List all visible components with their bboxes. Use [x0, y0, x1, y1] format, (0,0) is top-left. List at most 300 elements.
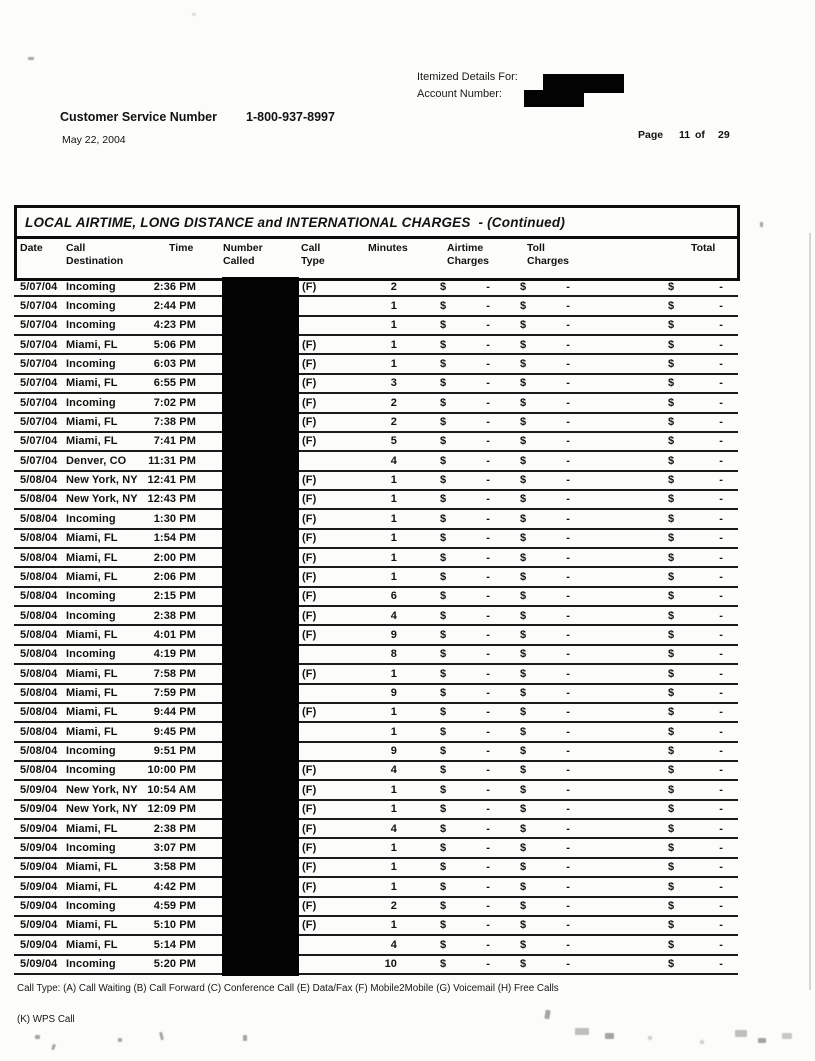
cell-call-type: (F) [302, 706, 317, 719]
cell-time: 2:36 PM [153, 280, 196, 293]
column-header-line: Toll [527, 242, 545, 254]
cell-toll-currency: $ [520, 648, 527, 661]
cell-airtime-amount: - [486, 783, 490, 796]
cell-minutes: 10 [384, 958, 397, 971]
column-header-line: Call [301, 242, 321, 254]
column-header-line: Called [223, 255, 255, 267]
cell-airtime-currency: $ [440, 357, 447, 370]
table-row [14, 414, 738, 433]
cell-total-currency: $ [668, 319, 675, 332]
cell-date: 5/09/04 [20, 938, 58, 951]
cell-date: 5/08/04 [20, 551, 58, 564]
cell-toll-currency: $ [520, 880, 527, 893]
cell-toll-currency: $ [520, 454, 527, 467]
cell-airtime-currency: $ [440, 570, 447, 583]
cell-date: 5/08/04 [20, 570, 58, 583]
cell-airtime-currency: $ [440, 377, 447, 390]
cell-airtime-currency: $ [440, 396, 447, 409]
cell-total-amount: - [719, 474, 723, 487]
cell-toll-amount: - [566, 783, 570, 796]
cell-toll-amount: - [566, 493, 570, 506]
cell-total-amount: - [719, 551, 723, 564]
column-header-line: Number [223, 242, 263, 254]
cell-toll-currency: $ [520, 512, 527, 525]
column-header-destination [66, 242, 123, 268]
cell-total-amount: - [719, 512, 723, 525]
cell-call-type: (F) [302, 880, 317, 893]
cell-time: 7:02 PM [153, 396, 196, 409]
cell-call-type: (F) [302, 919, 317, 932]
cell-toll-currency: $ [520, 958, 527, 971]
cell-toll-currency: $ [520, 609, 527, 622]
cell-toll-currency: $ [520, 493, 527, 506]
cell-airtime-amount: - [486, 474, 490, 487]
cell-minutes: 1 [390, 725, 397, 738]
cell-call-type: (F) [302, 628, 317, 641]
cell-toll-amount: - [566, 648, 570, 661]
cell-airtime-amount: - [486, 357, 490, 370]
cell-total-currency: $ [668, 687, 675, 700]
customer-service-number: 1-800-937-8997 [246, 110, 335, 124]
cell-toll-currency: $ [520, 764, 527, 777]
cell-airtime-currency: $ [440, 338, 447, 351]
cell-toll-amount: - [566, 861, 570, 874]
cell-minutes: 2 [390, 900, 397, 912]
cell-total-amount: - [719, 377, 723, 390]
cell-airtime-currency: $ [440, 435, 447, 448]
cell-toll-amount: - [566, 357, 570, 370]
cell-date: 5/07/04 [20, 280, 58, 293]
cell-call-type: (F) [302, 493, 317, 506]
cell-airtime-currency: $ [440, 416, 447, 429]
table-row [14, 510, 738, 529]
cell-date: 5/08/04 [20, 512, 58, 525]
page-number: 11 [679, 129, 691, 141]
cell-toll-amount: - [566, 900, 570, 912]
cell-call-type: (F) [302, 900, 317, 912]
cell-call-type: (F) [302, 783, 317, 796]
table-row [14, 297, 738, 316]
cell-airtime-currency: $ [440, 725, 447, 738]
cell-minutes: 3 [390, 377, 397, 390]
cell-airtime-currency: $ [440, 803, 447, 816]
cell-airtime-currency: $ [440, 841, 447, 854]
column-header-total [691, 242, 715, 255]
table-row [14, 607, 738, 626]
table-row [14, 936, 738, 955]
cell-destination: Miami, FL [66, 377, 118, 390]
cell-time: 2:06 PM [153, 570, 196, 583]
cell-toll-amount: - [566, 454, 570, 467]
cell-toll-currency: $ [520, 377, 527, 390]
cell-minutes: 1 [390, 551, 397, 564]
cell-destination: Miami, FL [66, 628, 118, 641]
table-row [14, 375, 738, 394]
cell-airtime-amount: - [486, 745, 490, 758]
cell-toll-currency: $ [520, 745, 527, 758]
column-header-date [20, 242, 43, 255]
cell-destination: Miami, FL [66, 706, 118, 719]
cell-total-amount: - [719, 609, 723, 622]
cell-date: 5/08/04 [20, 648, 58, 661]
cell-toll-amount: - [566, 706, 570, 719]
cell-minutes: 4 [390, 609, 397, 622]
cell-total-currency: $ [668, 338, 675, 351]
table-row [14, 878, 738, 897]
cell-airtime-currency: $ [440, 609, 447, 622]
cell-time: 7:41 PM [153, 435, 196, 448]
cell-call-type: (F) [302, 667, 317, 680]
table-row [14, 704, 738, 723]
cell-time: 2:38 PM [153, 609, 196, 622]
cell-toll-amount: - [566, 551, 570, 564]
cell-toll-amount: - [566, 396, 570, 409]
cell-airtime-amount: - [486, 512, 490, 525]
cell-date: 5/08/04 [20, 628, 58, 641]
cell-toll-currency: $ [520, 319, 527, 332]
cell-destination: Incoming [66, 396, 116, 409]
cell-toll-amount: - [566, 280, 570, 293]
table-row [14, 472, 738, 491]
cell-toll-currency: $ [520, 938, 527, 951]
cell-date: 5/09/04 [20, 783, 58, 796]
table-row [14, 839, 738, 858]
cell-call-type: (F) [302, 338, 317, 351]
cell-total-amount: - [719, 803, 723, 816]
cell-destination: Incoming [66, 648, 116, 661]
cell-minutes: 5 [390, 435, 397, 448]
table-row [14, 549, 738, 568]
cell-call-type: (F) [302, 841, 317, 854]
cell-toll-amount: - [566, 628, 570, 641]
cell-total-amount: - [719, 628, 723, 641]
cell-destination: Incoming [66, 299, 116, 312]
cell-total-currency: $ [668, 706, 675, 719]
cell-toll-amount: - [566, 474, 570, 487]
cell-time: 4:19 PM [153, 648, 196, 661]
cell-airtime-amount: - [486, 822, 490, 835]
cell-total-amount: - [719, 725, 723, 738]
cell-call-type: (F) [302, 803, 317, 816]
table-row [14, 723, 738, 742]
cell-time: 5:06 PM [153, 338, 196, 351]
cell-date: 5/08/04 [20, 706, 58, 719]
cell-date: 5/09/04 [20, 803, 58, 816]
cell-toll-currency: $ [520, 725, 527, 738]
cell-time: 9:51 PM [153, 745, 196, 758]
cell-minutes: 2 [390, 396, 397, 409]
cell-date: 5/08/04 [20, 493, 58, 506]
cell-minutes: 1 [390, 357, 397, 370]
cell-total-currency: $ [668, 900, 675, 912]
scan-noise-speck [28, 57, 34, 60]
column-header-toll-charges [527, 242, 569, 268]
cell-toll-currency: $ [520, 532, 527, 545]
cell-airtime-amount: - [486, 938, 490, 951]
cell-destination: Miami, FL [66, 822, 118, 835]
cell-airtime-currency: $ [440, 532, 447, 545]
cell-time: 12:41 PM [147, 474, 196, 487]
table-title: LOCAL AIRTIME, LONG DISTANCE and INTERNATIONAL CHARGES - (Continued) [17, 208, 737, 239]
cell-call-type: (F) [302, 551, 317, 564]
cell-minutes: 6 [390, 590, 397, 603]
cell-toll-amount: - [566, 512, 570, 525]
cell-call-type: (F) [302, 396, 317, 409]
scan-noise-speck [544, 1010, 550, 1020]
cell-total-currency: $ [668, 454, 675, 467]
cell-minutes: 1 [390, 299, 397, 312]
table-row [14, 626, 738, 645]
cell-date: 5/09/04 [20, 822, 58, 835]
cell-total-amount: - [719, 590, 723, 603]
cell-date: 5/09/04 [20, 919, 58, 932]
cell-minutes: 1 [390, 474, 397, 487]
cell-total-amount: - [719, 532, 723, 545]
wps-call-note: (K) WPS Call [17, 1014, 75, 1025]
cell-time: 2:38 PM [153, 822, 196, 835]
cell-total-amount: - [719, 454, 723, 467]
cell-destination: New York, NY [66, 474, 138, 487]
cell-toll-amount: - [566, 803, 570, 816]
cell-total-currency: $ [668, 435, 675, 448]
cell-airtime-amount: - [486, 435, 490, 448]
table-row [14, 801, 738, 820]
table-row [14, 898, 738, 917]
table-row [14, 355, 738, 374]
cell-destination: Incoming [66, 900, 116, 912]
cell-toll-currency: $ [520, 900, 527, 912]
cell-destination: Incoming [66, 841, 116, 854]
cell-airtime-currency: $ [440, 783, 447, 796]
cell-destination: Incoming [66, 745, 116, 758]
cell-airtime-amount: - [486, 841, 490, 854]
cell-airtime-amount: - [486, 900, 490, 912]
cell-destination: Incoming [66, 958, 116, 971]
cell-airtime-amount: - [486, 609, 490, 622]
cell-total-amount: - [719, 416, 723, 429]
column-header-line: Date [20, 242, 43, 254]
cell-destination: New York, NY [66, 803, 138, 816]
table-row [14, 568, 738, 587]
cell-total-amount: - [719, 745, 723, 758]
cell-airtime-currency: $ [440, 938, 447, 951]
cell-airtime-currency: $ [440, 900, 447, 912]
cell-airtime-currency: $ [440, 493, 447, 506]
cell-minutes: 8 [390, 648, 397, 661]
cell-minutes: 1 [390, 919, 397, 932]
table-row [14, 820, 738, 839]
cell-time: 4:42 PM [153, 880, 196, 893]
cell-airtime-currency: $ [440, 648, 447, 661]
page-of-label: of [695, 129, 705, 141]
column-header-time [169, 242, 193, 255]
cell-airtime-amount: - [486, 725, 490, 738]
cell-toll-amount: - [566, 822, 570, 835]
cell-time: 2:00 PM [153, 551, 196, 564]
cell-time: 4:01 PM [153, 628, 196, 641]
cell-toll-currency: $ [520, 435, 527, 448]
cell-destination: Miami, FL [66, 532, 118, 545]
cell-airtime-currency: $ [440, 590, 447, 603]
cell-date: 5/08/04 [20, 474, 58, 487]
table-row [14, 665, 738, 684]
cell-minutes: 1 [390, 570, 397, 583]
cell-time: 5:14 PM [153, 938, 196, 951]
cell-airtime-currency: $ [440, 667, 447, 680]
cell-destination: New York, NY [66, 783, 138, 796]
cell-destination: Incoming [66, 280, 116, 293]
cell-date: 5/09/04 [20, 958, 58, 971]
cell-total-amount: - [719, 900, 723, 912]
cell-date: 5/08/04 [20, 667, 58, 680]
cell-time: 2:15 PM [153, 590, 196, 603]
cell-destination: Miami, FL [66, 667, 118, 680]
cell-call-type: (F) [302, 570, 317, 583]
cell-toll-amount: - [566, 319, 570, 332]
column-header-line: Type [301, 255, 325, 267]
cell-total-amount: - [719, 822, 723, 835]
cell-minutes: 4 [390, 938, 397, 951]
cell-airtime-amount: - [486, 280, 490, 293]
cell-toll-currency: $ [520, 803, 527, 816]
table-row [14, 956, 738, 975]
cell-date: 5/07/04 [20, 338, 58, 351]
cell-total-amount: - [719, 280, 723, 293]
cell-total-amount: - [719, 396, 723, 409]
cell-toll-currency: $ [520, 338, 527, 351]
cell-total-amount: - [719, 648, 723, 661]
table-row [14, 530, 738, 549]
cell-toll-currency: $ [520, 299, 527, 312]
scan-noise-speck [51, 1044, 56, 1051]
cell-time: 5:10 PM [153, 919, 196, 932]
cell-total-amount: - [719, 706, 723, 719]
table-row [14, 762, 738, 781]
cell-toll-currency: $ [520, 551, 527, 564]
cell-total-currency: $ [668, 609, 675, 622]
cell-total-currency: $ [668, 493, 675, 506]
cell-total-currency: $ [668, 299, 675, 312]
cell-airtime-currency: $ [440, 628, 447, 641]
cell-toll-currency: $ [520, 667, 527, 680]
cell-total-amount: - [719, 958, 723, 971]
cell-total-amount: - [719, 861, 723, 874]
page-label: Page [638, 129, 664, 141]
cell-destination: Miami, FL [66, 551, 118, 564]
cell-airtime-amount: - [486, 628, 490, 641]
cell-airtime-currency: $ [440, 706, 447, 719]
cell-call-type: (F) [302, 435, 317, 448]
cell-toll-amount: - [566, 590, 570, 603]
cell-time: 2:44 PM [153, 299, 196, 312]
cell-toll-amount: - [566, 416, 570, 429]
column-headers [17, 239, 737, 278]
cell-time: 11:31 PM [148, 454, 196, 467]
cell-total-amount: - [719, 938, 723, 951]
cell-destination: Incoming [66, 590, 116, 603]
cell-total-currency: $ [668, 803, 675, 816]
scan-noise-speck [35, 1035, 40, 1039]
cell-destination: Incoming [66, 512, 116, 525]
cell-call-type: (F) [302, 861, 317, 874]
cell-total-currency: $ [668, 396, 675, 409]
redacted-number-called-column [222, 277, 299, 976]
column-header-line: Minutes [368, 242, 408, 254]
scan-noise-speck [605, 1033, 614, 1039]
cell-airtime-amount: - [486, 958, 490, 971]
cell-date: 5/08/04 [20, 609, 58, 622]
cell-total-amount: - [719, 435, 723, 448]
cell-date: 5/07/04 [20, 299, 58, 312]
table-row [14, 336, 738, 355]
cell-airtime-amount: - [486, 880, 490, 893]
cell-airtime-amount: - [486, 706, 490, 719]
cell-airtime-currency: $ [440, 958, 447, 971]
cell-toll-currency: $ [520, 590, 527, 603]
cell-time: 7:38 PM [153, 416, 196, 429]
cell-destination: Incoming [66, 319, 116, 332]
cell-airtime-amount: - [486, 648, 490, 661]
cell-total-amount: - [719, 919, 723, 932]
table-row [14, 317, 738, 336]
cell-toll-amount: - [566, 299, 570, 312]
cell-toll-currency: $ [520, 474, 527, 487]
scan-noise-speck [243, 1035, 247, 1041]
cell-minutes: 1 [390, 706, 397, 719]
cell-time: 10:00 PM [147, 764, 196, 777]
cell-minutes: 4 [390, 764, 397, 777]
cell-date: 5/08/04 [20, 725, 58, 738]
cell-toll-currency: $ [520, 416, 527, 429]
cell-call-type: (F) [302, 357, 317, 370]
cell-total-currency: $ [668, 880, 675, 893]
cell-date: 5/09/04 [20, 880, 58, 893]
cell-toll-amount: - [566, 687, 570, 700]
cell-minutes: 1 [390, 493, 397, 506]
cell-destination: Incoming [66, 357, 116, 370]
cell-total-currency: $ [668, 377, 675, 390]
cell-airtime-currency: $ [440, 551, 447, 564]
table-row [14, 646, 738, 665]
column-header-minutes [368, 242, 408, 255]
cell-toll-amount: - [566, 532, 570, 545]
column-header-call-type [301, 242, 325, 268]
cell-total-currency: $ [668, 532, 675, 545]
cell-airtime-amount: - [486, 493, 490, 506]
table-row [14, 394, 738, 413]
cell-time: 7:59 PM [153, 687, 196, 700]
cell-call-type: (F) [302, 377, 317, 390]
cell-time: 3:07 PM [153, 841, 196, 854]
cell-toll-amount: - [566, 958, 570, 971]
cell-destination: Miami, FL [66, 338, 118, 351]
cell-time: 5:20 PM [153, 958, 196, 971]
table-row [14, 452, 738, 471]
cell-airtime-amount: - [486, 919, 490, 932]
cell-airtime-currency: $ [440, 919, 447, 932]
cell-total-currency: $ [668, 745, 675, 758]
table-row [14, 588, 738, 607]
cell-call-type: (F) [302, 609, 317, 622]
cell-destination: Incoming [66, 609, 116, 622]
column-header-line: Time [169, 242, 194, 254]
cell-toll-amount: - [566, 841, 570, 854]
cell-toll-currency: $ [520, 822, 527, 835]
cell-date: 5/07/04 [20, 454, 58, 467]
cell-total-currency: $ [668, 551, 675, 564]
cell-airtime-currency: $ [440, 687, 447, 700]
cell-airtime-amount: - [486, 416, 490, 429]
